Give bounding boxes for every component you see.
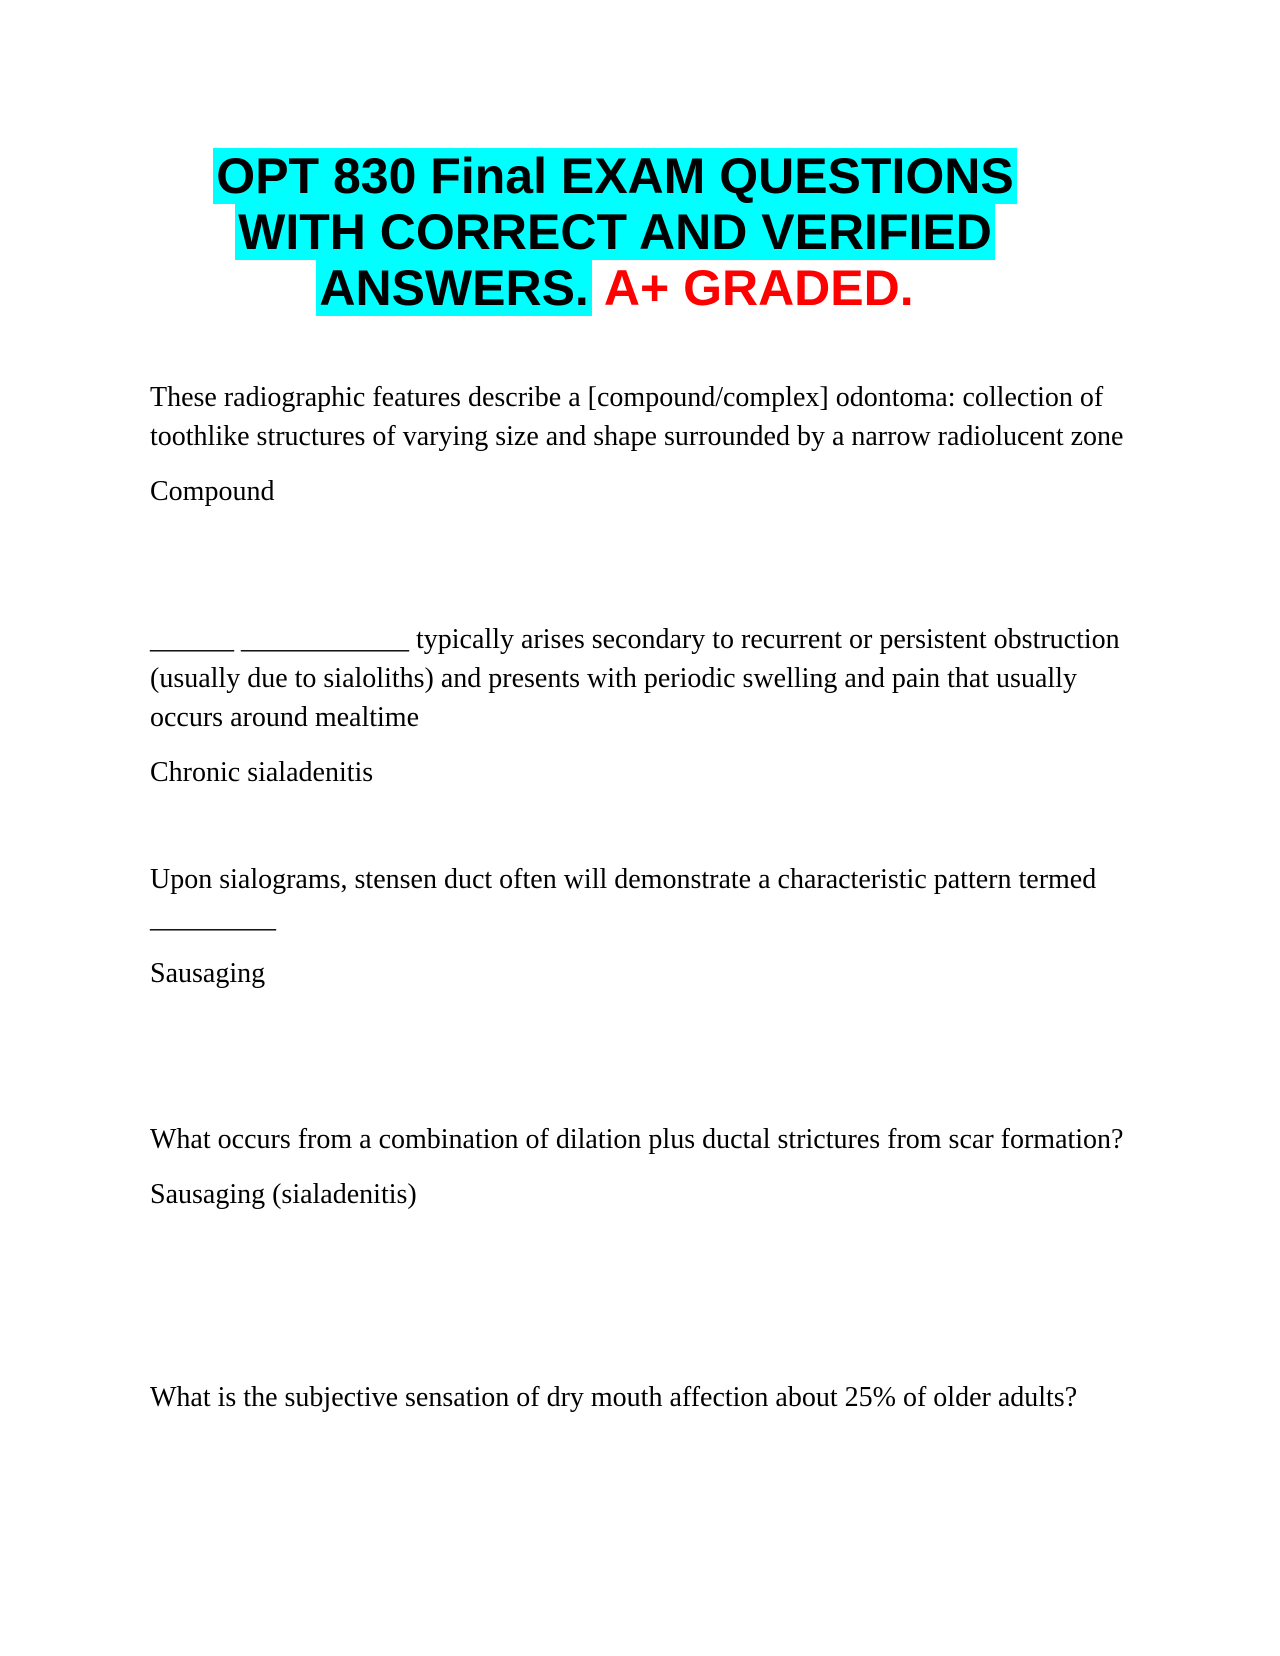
document-title	[150, 148, 1080, 316]
question-text: ______ ____________ typically arises secondary to recurrent or persistent obstruction (usually due to sialoliths) and presents with periodic swelling and pain that usually occurs around mealtime	[150, 624, 1120, 733]
question-text: Upon sialograms, stensen duct often will demonstrate a characteristic pattern termed _________	[150, 864, 1097, 934]
qa-item-4	[150, 1120, 1130, 1214]
answer-text: Sausaging	[150, 958, 266, 989]
title-line-1: OPT 830 Final EXAM QUESTIONS	[213, 148, 1016, 204]
qa-item-2	[150, 620, 1130, 792]
title-line-2: WITH CORRECT AND VERIFIED	[235, 204, 995, 260]
qa-item-1	[150, 378, 1130, 511]
question-text: What occurs from a combination of dilation plus ductal strictures from scar formation?	[150, 1124, 1124, 1155]
question-text: These radiographic features describe a [compound/complex] odontoma: collection of toothlike structures of varying size and shape surrounded by a narrow radiolucent zone	[150, 382, 1124, 452]
answer-text: Sausaging (sialadenitis)	[150, 1179, 417, 1210]
qa-item-5	[150, 1378, 1130, 1417]
answer-text: Chronic sialadenitis	[150, 757, 374, 788]
title-line-3: ANSWERS.	[316, 260, 591, 316]
answer-text: Compound	[150, 476, 275, 507]
qa-item-3	[150, 860, 1130, 993]
question-text: What is the subjective sensation of dry mouth affection about 25% of older adults?	[150, 1382, 1078, 1413]
grade-label: A+ GRADED.	[603, 260, 914, 316]
